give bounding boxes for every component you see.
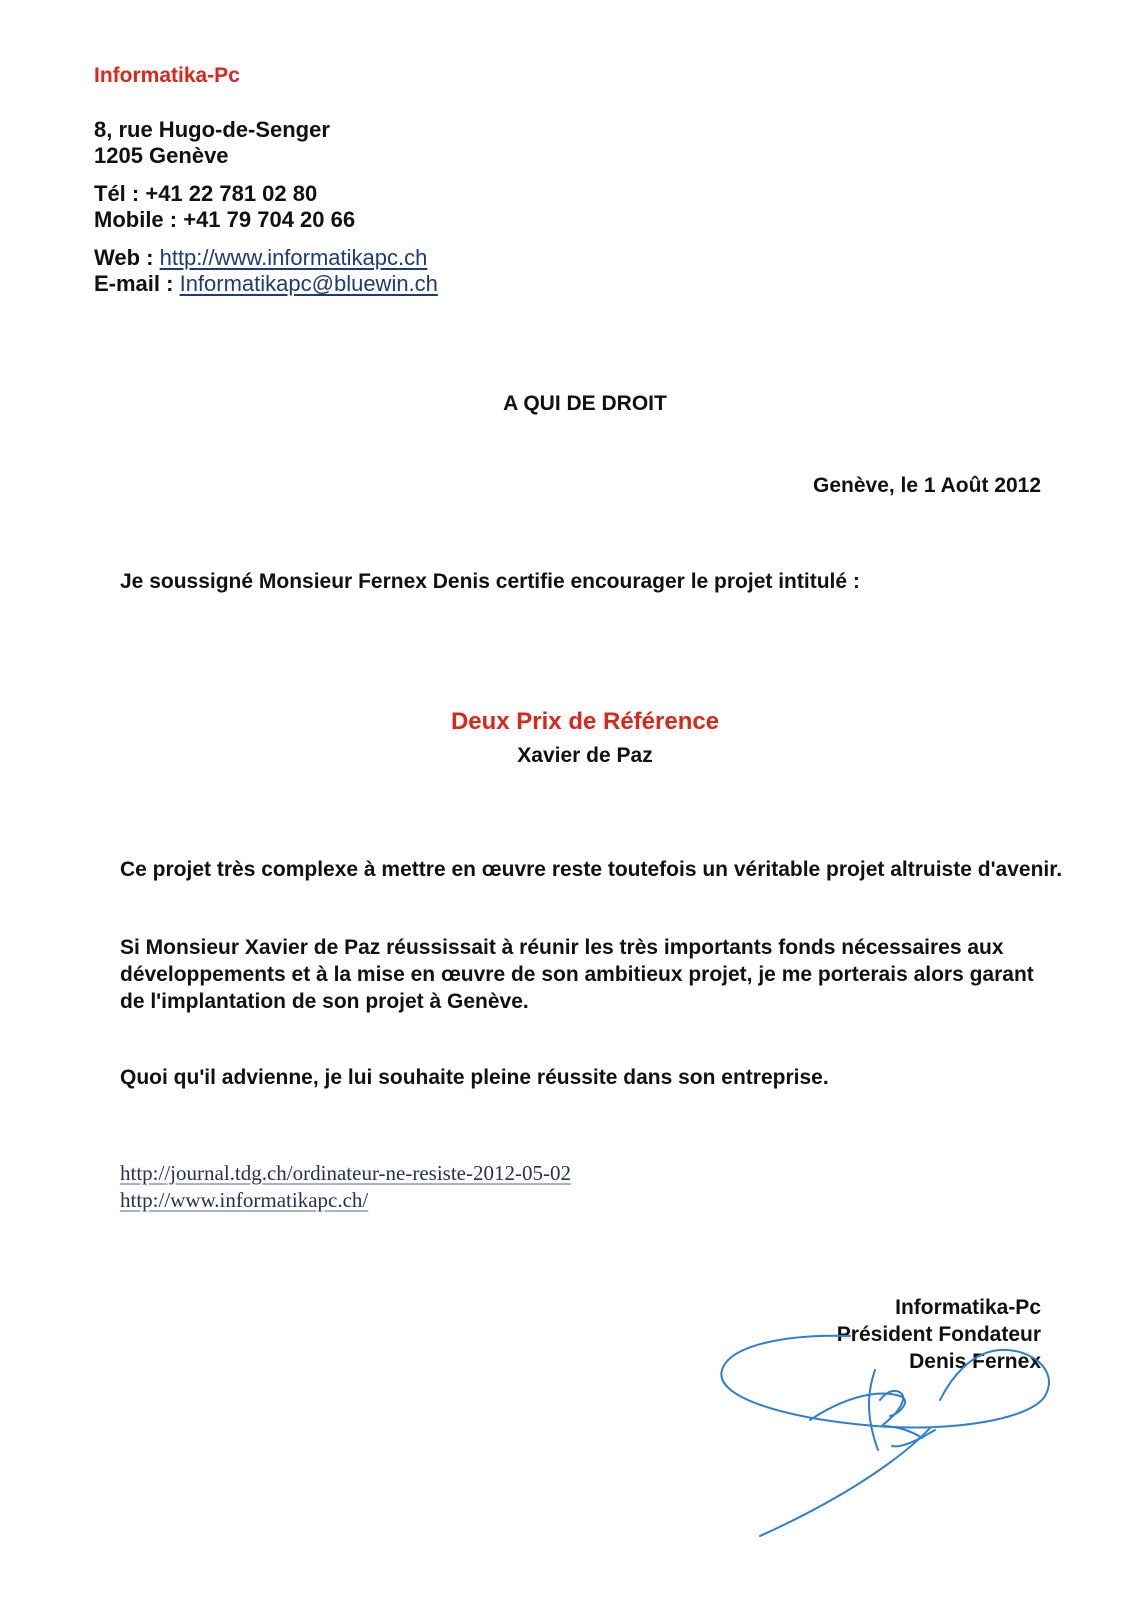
- sender-company-name: Informatika-Pc: [94, 64, 240, 87]
- project-title: Deux Prix de Référence: [450, 708, 720, 735]
- mobile-number: +41 79 704 20 66: [183, 207, 356, 232]
- mobile-label: Mobile :: [94, 207, 184, 232]
- sender-web-line: [94, 244, 427, 271]
- email-label: E-mail :: [94, 271, 180, 296]
- body-paragraph-1: Ce projet très complexe à mettre en œuvre reste toutefois un véritable projet altruiste d'avenir.: [120, 858, 1063, 881]
- sender-street: 8, rue Hugo-de-Senger: [94, 117, 330, 142]
- signature-company: Informatika-Pc: [895, 1296, 1041, 1319]
- reference-link-journal[interactable]: http://journal.tdg.ch/ordinateur-ne-resiste-2012-05-02: [120, 1161, 571, 1185]
- intro-paragraph: Je soussigné Monsieur Fernex Denis certifie encourager le projet intitulé :: [120, 570, 860, 593]
- web-link[interactable]: http://www.informatikapc.ch: [159, 245, 428, 270]
- sender-mobile-line: [94, 206, 355, 233]
- phone-number: +41 22 781 02 80: [145, 181, 318, 206]
- sender-phone-line: [94, 180, 317, 207]
- body-paragraph-3: Quoi qu'il advienne, je lui souhaite pleine réussite dans son entreprise.: [120, 1066, 829, 1089]
- handwritten-signature: [700, 1330, 1060, 1570]
- reference-link-website[interactable]: http://www.informatikapc.ch/: [120, 1188, 369, 1212]
- signature-role: Président Fondateur: [836, 1323, 1041, 1346]
- email-link[interactable]: Informatikapc@bluewin.ch: [179, 271, 438, 296]
- sender-city: 1205 Genève: [94, 143, 229, 168]
- body-paragraph-2: Si Monsieur Xavier de Paz réussissait à réunir les très importants fonds nécessaires aux développements et à la mise en œuvre de son ambitieux projet, je me porterais alors garant de l'implantation de son projet à Genève.: [120, 936, 1034, 1013]
- signature-name: Denis Fernex: [909, 1350, 1041, 1373]
- project-author: Xavier de Paz: [517, 744, 653, 767]
- web-label: Web :: [94, 245, 160, 270]
- reference-links: [120, 1160, 571, 1214]
- phone-label: Tél :: [94, 181, 146, 206]
- date-line: Genève, le 1 Août 2012: [813, 474, 1041, 497]
- sender-email-line: [94, 270, 438, 297]
- letter-heading: A QUI DE DROIT: [503, 392, 667, 415]
